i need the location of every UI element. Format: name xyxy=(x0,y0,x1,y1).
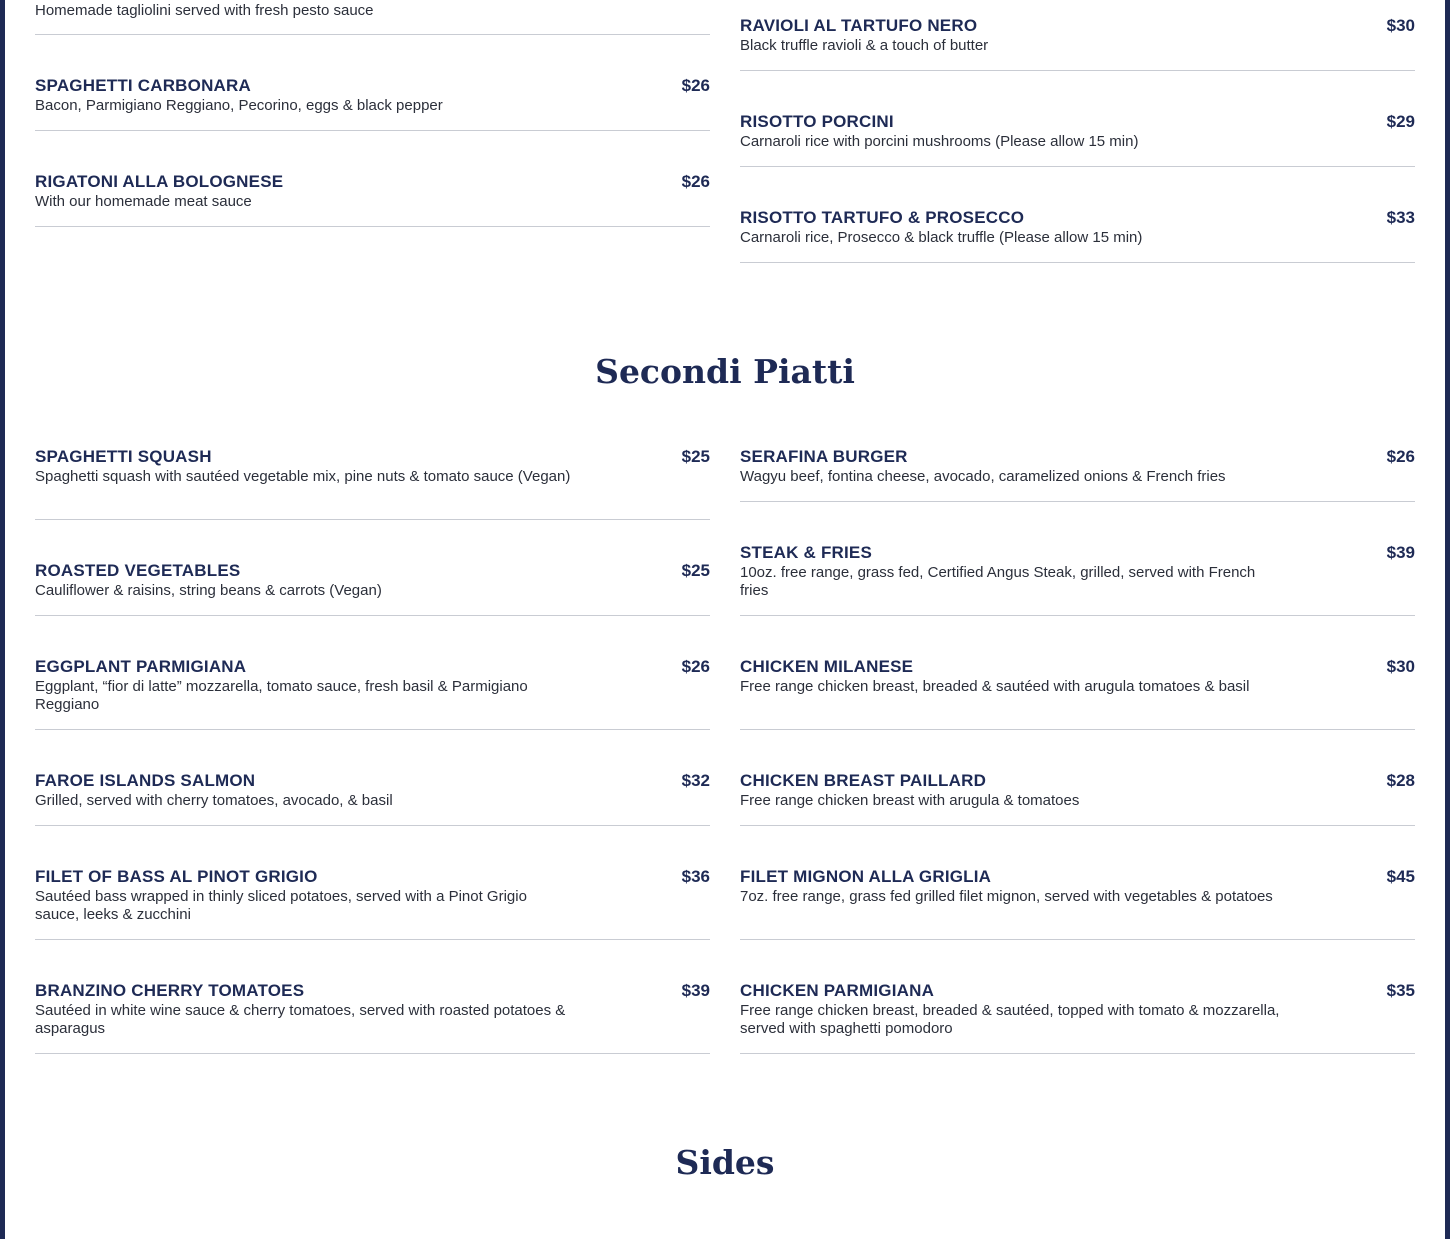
item-description: Black truffle ravioli & a touch of butter xyxy=(740,37,989,54)
secondi-menu-grid xyxy=(35,447,1415,1054)
menu-item xyxy=(35,657,710,730)
pasta-column-right xyxy=(740,0,1415,263)
menu-item xyxy=(740,981,1415,1054)
item-description: Spaghetti squash with sautéed vegetable mix, pine nuts & tomato sauce (Vegan) xyxy=(35,468,571,485)
menu-item xyxy=(35,76,710,131)
item-description: Free range chicken breast, breaded & sautéed with arugula tomatoes & basil xyxy=(740,678,1250,695)
item-description: Grilled, served with cherry tomatoes, avocado, & basil xyxy=(35,792,393,809)
menu-item xyxy=(740,867,1415,940)
menu-item xyxy=(740,112,1415,167)
item-name: RISOTTO PORCINI xyxy=(740,112,894,131)
item-price: $45 xyxy=(1386,867,1415,886)
page-frame-left xyxy=(0,0,5,1239)
item-description: Wagyu beef, fontina cheese, avocado, caramelized onions & French fries xyxy=(740,468,1226,485)
item-name: RIGATONI ALLA BOLOGNESE xyxy=(35,172,284,191)
item-price: $25 xyxy=(681,447,710,466)
item-description: Free range chicken breast, breaded & sautéed, topped with tomato & mozzarella, served with spaghetti pomodoro xyxy=(740,1002,1280,1037)
item-price: $35 xyxy=(1386,981,1415,1000)
item-price: $30 xyxy=(1386,16,1415,35)
item-description: Sautéed bass wrapped in thinly sliced potatoes, served with a Pinot Grigio sauce, leeks & zucchini xyxy=(35,888,527,923)
item-price: $25 xyxy=(681,561,710,580)
menu-item xyxy=(35,0,710,35)
item-name: CHICKEN MILANESE xyxy=(740,657,914,676)
item-name: CHICKEN PARMIGIANA xyxy=(740,981,935,1000)
item-name: SPAGHETTI SQUASH xyxy=(35,447,212,466)
item-description: 10oz. free range, grass fed, Certified Angus Steak, grilled, served with French fries xyxy=(740,564,1256,599)
page-frame-right xyxy=(1445,0,1450,1239)
item-name: CHICKEN BREAST PAILLARD xyxy=(740,771,987,790)
item-price: $26 xyxy=(681,172,710,191)
secondi-column-right xyxy=(740,447,1415,1054)
item-name: BRANZINO CHERRY TOMATOES xyxy=(35,981,305,1000)
item-description: Homemade tagliolini served with fresh pesto sauce xyxy=(35,2,374,19)
menu-item xyxy=(740,208,1415,263)
section-title-secondi: Secondi Piatti xyxy=(595,352,855,391)
item-price: $39 xyxy=(681,981,710,1000)
item-description: Cauliflower & raisins, string beans & carrots (Vegan) xyxy=(35,582,382,599)
item-price: $30 xyxy=(1386,657,1415,676)
item-name: SPAGHETTI CARBONARA xyxy=(35,76,251,95)
menu-item xyxy=(35,867,710,940)
item-description: Eggplant, “fior di latte” mozzarella, tomato sauce, fresh basil & Parmigiano Reggiano xyxy=(35,678,528,713)
secondi-column-left xyxy=(35,447,710,1054)
item-name: ROASTED VEGETABLES xyxy=(35,561,241,580)
pasta-menu-grid xyxy=(35,0,1415,263)
item-name: EGGPLANT PARMIGIANA xyxy=(35,657,247,676)
item-price: $39 xyxy=(1386,543,1415,562)
menu-item xyxy=(740,657,1415,730)
menu-item xyxy=(740,543,1415,616)
item-price: $32 xyxy=(681,771,710,790)
menu-item xyxy=(740,447,1415,502)
item-price: $36 xyxy=(681,867,710,886)
item-price: $26 xyxy=(681,657,710,676)
item-description: 7oz. free range, grass fed grilled filet mignon, served with vegetables & potatoes xyxy=(740,888,1273,905)
menu-item xyxy=(35,771,710,826)
item-description: Free range chicken breast with arugula & tomatoes xyxy=(740,792,1080,809)
menu-item xyxy=(740,16,1415,71)
item-name: RISOTTO TARTUFO & PROSECCO xyxy=(740,208,1025,227)
item-price: $33 xyxy=(1386,208,1415,227)
menu-item xyxy=(35,981,710,1054)
item-price: $28 xyxy=(1386,771,1415,790)
menu-item xyxy=(35,561,710,616)
pasta-column-left xyxy=(35,0,710,263)
menu-item xyxy=(35,447,710,520)
item-name: SERAFINA BURGER xyxy=(740,447,908,466)
item-name: FILET OF BASS AL PINOT GRIGIO xyxy=(35,867,318,886)
item-price: $29 xyxy=(1386,112,1415,131)
item-description: With our homemade meat sauce xyxy=(35,193,252,210)
item-description: Bacon, Parmigiano Reggiano, Pecorino, eggs & black pepper xyxy=(35,97,443,114)
item-name: STEAK & FRIES xyxy=(740,543,873,562)
item-name: RAVIOLI AL TARTUFO NERO xyxy=(740,16,978,35)
item-description: Sautéed in white wine sauce & cherry tomatoes, served with roasted potatoes & asparagus xyxy=(35,1002,566,1037)
item-price: $26 xyxy=(681,76,710,95)
item-name: FAROE ISLANDS SALMON xyxy=(35,771,256,790)
menu-item xyxy=(35,172,710,227)
item-description: Carnaroli rice with porcini mushrooms (Please allow 15 min) xyxy=(740,133,1139,150)
item-name: FILET MIGNON ALLA GRIGLIA xyxy=(740,867,992,886)
item-price: $26 xyxy=(1386,447,1415,466)
section-title-sides: Sides xyxy=(675,1143,775,1182)
item-description: Carnaroli rice, Prosecco & black truffle (Please allow 15 min) xyxy=(740,229,1143,246)
menu-item xyxy=(740,771,1415,826)
